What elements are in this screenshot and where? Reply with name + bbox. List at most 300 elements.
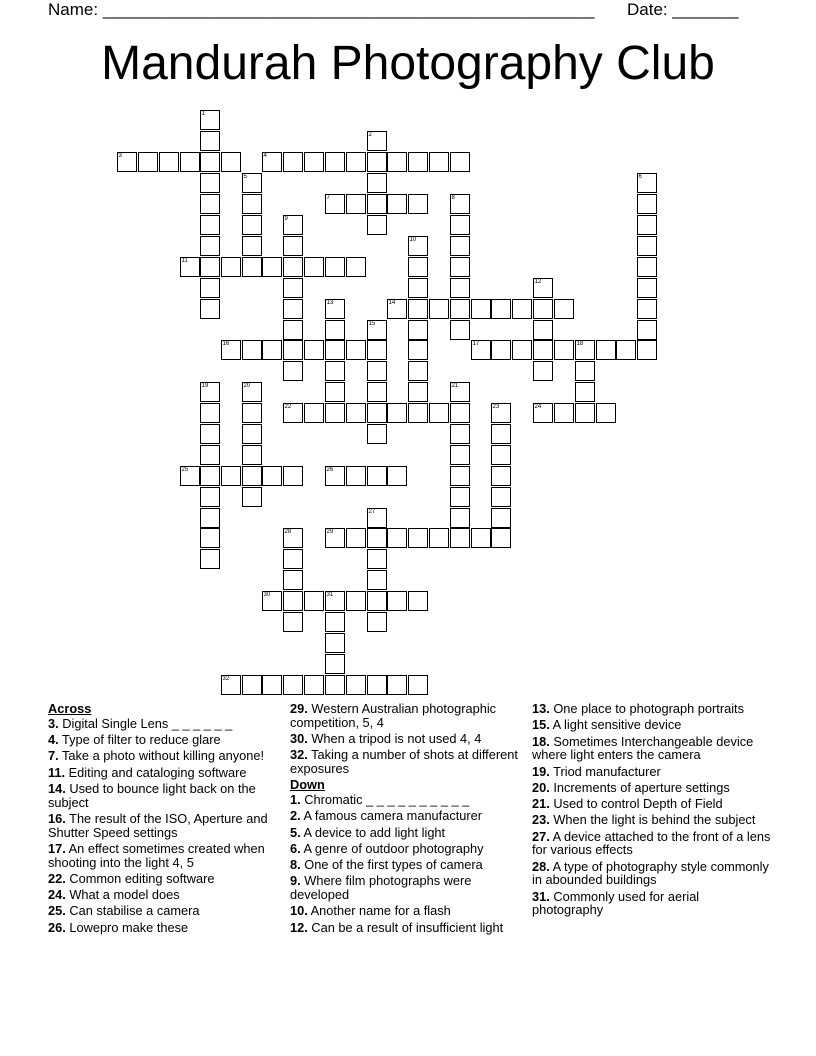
grid-cell[interactable] xyxy=(450,424,470,444)
clue-number: 22. xyxy=(48,870,66,886)
clue-number: 25 xyxy=(181,466,189,473)
grid-cell[interactable] xyxy=(346,152,366,172)
grid-cell[interactable] xyxy=(346,528,366,548)
grid-cell[interactable] xyxy=(283,340,303,360)
clue-text: The result of the ISO, Aperture and Shutter Speed settings xyxy=(48,810,268,840)
grid-cell[interactable] xyxy=(575,340,595,360)
grid-cell[interactable] xyxy=(325,466,345,486)
clue-number: 14 xyxy=(388,299,396,306)
grid-cell[interactable] xyxy=(637,320,657,340)
grid-cell[interactable] xyxy=(200,110,220,130)
grid-cell[interactable] xyxy=(200,549,220,569)
clue-text: Another name for a flash xyxy=(307,903,451,919)
grid-cell[interactable] xyxy=(325,194,345,214)
clue-text: What a model does xyxy=(65,887,180,903)
grid-cell[interactable] xyxy=(346,403,366,423)
grid-cell[interactable] xyxy=(283,236,303,256)
clue-number: 13. xyxy=(532,701,550,716)
grid-cell[interactable] xyxy=(408,299,428,319)
clue-text: A genre of outdoor photography xyxy=(300,840,484,856)
grid-cell[interactable] xyxy=(200,215,220,235)
grid-cell[interactable] xyxy=(283,320,303,340)
clue-item xyxy=(290,826,520,840)
clue-number: 4. xyxy=(48,732,59,747)
grid-cell[interactable] xyxy=(221,675,241,695)
clue-column-2 xyxy=(290,702,520,937)
clue-item xyxy=(532,702,772,716)
grid-cell[interactable] xyxy=(491,508,511,528)
grid-cell[interactable] xyxy=(367,382,387,402)
grid-cell[interactable] xyxy=(637,340,657,360)
grid-cell[interactable] xyxy=(450,466,470,486)
grid-cell[interactable] xyxy=(367,131,387,151)
grid-cell[interactable] xyxy=(242,382,262,402)
grid-cell[interactable] xyxy=(387,194,407,214)
grid-cell[interactable] xyxy=(200,528,220,548)
clue-number: 31. xyxy=(532,888,550,904)
grid-cell[interactable] xyxy=(450,257,470,277)
grid-cell[interactable] xyxy=(367,215,387,235)
clue-number: 9 xyxy=(284,215,288,222)
clue-number: 1 xyxy=(201,110,205,117)
grid-cell[interactable] xyxy=(554,299,574,319)
grid-cell[interactable] xyxy=(533,320,553,340)
grid-cell[interactable] xyxy=(200,278,220,298)
grid-cell[interactable] xyxy=(200,194,220,214)
grid-cell[interactable] xyxy=(262,591,282,611)
grid-cell[interactable] xyxy=(408,257,428,277)
clue-number: 10. xyxy=(290,903,308,919)
grid-cell[interactable] xyxy=(637,299,657,319)
grid-cell[interactable] xyxy=(367,173,387,193)
grid-cell[interactable] xyxy=(117,152,137,172)
clue-item xyxy=(290,921,520,935)
grid-cell[interactable] xyxy=(283,675,303,695)
grid-cell[interactable] xyxy=(533,361,553,381)
grid-cell[interactable] xyxy=(450,299,470,319)
clue-number: 1. xyxy=(290,792,301,807)
clue-number: 24. xyxy=(48,887,66,903)
clue-number: 23. xyxy=(532,812,550,828)
grid-cell[interactable] xyxy=(387,466,407,486)
clue-number: 15. xyxy=(532,717,550,733)
clue-item xyxy=(48,766,273,780)
grid-cell[interactable] xyxy=(367,675,387,695)
grid-cell[interactable] xyxy=(180,257,200,277)
grid-cell[interactable] xyxy=(408,361,428,381)
clue-number: 26 xyxy=(326,466,334,473)
grid-cell[interactable] xyxy=(283,152,303,172)
clue-item xyxy=(48,749,273,763)
grid-cell[interactable] xyxy=(512,299,532,319)
clue-text: Triod manufacturer xyxy=(549,763,661,779)
grid-cell[interactable] xyxy=(325,675,345,695)
grid-cell[interactable] xyxy=(637,236,657,256)
clue-number: 11 xyxy=(181,257,188,264)
clue-number: 7 xyxy=(326,194,330,201)
grid-cell[interactable] xyxy=(283,403,303,423)
clue-text: A light sensitive device xyxy=(549,717,682,733)
grid-cell[interactable] xyxy=(304,591,324,611)
grid-cell[interactable] xyxy=(408,675,428,695)
grid-cell[interactable] xyxy=(367,424,387,444)
clue-number: 22 xyxy=(284,403,292,410)
grid-cell[interactable] xyxy=(367,570,387,590)
grid-cell[interactable] xyxy=(138,152,158,172)
grid-cell[interactable] xyxy=(325,612,345,632)
grid-cell[interactable] xyxy=(450,403,470,423)
grid-cell[interactable] xyxy=(242,403,262,423)
grid-cell[interactable] xyxy=(242,445,262,465)
grid-cell[interactable] xyxy=(221,257,241,277)
grid-cell[interactable] xyxy=(325,633,345,653)
grid-cell[interactable] xyxy=(180,152,200,172)
grid-cell[interactable] xyxy=(616,340,636,360)
grid-cell[interactable] xyxy=(325,654,345,674)
grid-cell[interactable] xyxy=(367,612,387,632)
grid-cell[interactable] xyxy=(491,403,511,423)
clue-text: A device to add light light xyxy=(300,824,446,840)
grid-cell[interactable] xyxy=(533,278,553,298)
grid-cell[interactable] xyxy=(491,528,511,548)
grid-cell[interactable] xyxy=(346,194,366,214)
grid-cell[interactable] xyxy=(262,257,282,277)
grid-cell[interactable] xyxy=(408,528,428,548)
grid-cell[interactable] xyxy=(471,340,491,360)
clue-number: 16. xyxy=(48,810,66,826)
grid-cell[interactable] xyxy=(200,131,220,151)
clue-number: 13 xyxy=(326,299,334,306)
clue-number: 18 xyxy=(576,340,584,347)
clue-item xyxy=(290,874,520,901)
clue-text: Commonly used for aerial photography xyxy=(532,888,700,918)
grid-cell[interactable] xyxy=(180,466,200,486)
grid-cell[interactable] xyxy=(596,340,616,360)
clue-text: A famous camera manufacturer xyxy=(300,808,483,824)
clue-text: When a tripod is not used 4, 4 xyxy=(307,731,482,746)
grid-cell[interactable] xyxy=(262,340,282,360)
clue-number: 8 xyxy=(451,194,455,201)
clue-number: 27 xyxy=(368,508,376,515)
grid-cell[interactable] xyxy=(408,236,428,256)
grid-cell[interactable] xyxy=(159,152,179,172)
grid-cell[interactable] xyxy=(408,152,428,172)
grid-cell[interactable] xyxy=(533,340,553,360)
grid-cell[interactable] xyxy=(200,382,220,402)
grid-cell[interactable] xyxy=(221,466,241,486)
grid-cell[interactable] xyxy=(200,466,220,486)
grid-cell[interactable] xyxy=(387,299,407,319)
clue-item xyxy=(532,718,772,732)
clue-text: One of the first types of camera xyxy=(300,857,483,873)
clue-number: 12 xyxy=(534,278,542,285)
grid-cell[interactable] xyxy=(242,340,262,360)
grid-cell[interactable] xyxy=(450,215,470,235)
grid-cell[interactable] xyxy=(429,528,449,548)
grid-cell[interactable] xyxy=(471,299,491,319)
clue-item xyxy=(532,735,772,762)
grid-cell[interactable] xyxy=(325,403,345,423)
clue-item xyxy=(532,765,772,779)
grid-cell[interactable] xyxy=(554,340,574,360)
clue-number: 21. xyxy=(532,796,550,812)
grid-cell[interactable] xyxy=(325,361,345,381)
grid-cell[interactable] xyxy=(325,340,345,360)
grid-cell[interactable] xyxy=(304,340,324,360)
clue-column-1 xyxy=(48,702,273,937)
clue-item xyxy=(48,904,273,918)
grid-cell[interactable] xyxy=(283,361,303,381)
clue-number: 20 xyxy=(243,382,251,389)
clue-text: Lowepro make these xyxy=(65,919,189,935)
grid-cell[interactable] xyxy=(262,466,282,486)
clue-number: 17. xyxy=(48,840,66,856)
clue-number: 5 xyxy=(243,173,247,180)
clue-number: 11. xyxy=(48,764,66,780)
clue-item xyxy=(48,921,273,935)
section-heading: Down xyxy=(290,777,325,793)
grid-cell[interactable] xyxy=(242,424,262,444)
grid-cell[interactable] xyxy=(325,591,345,611)
clue-text: Digital Single Lens _ _ _ _ _ _ xyxy=(58,715,233,731)
clue-text: Used to bounce light back on the subject xyxy=(48,780,256,810)
clue-number: 26. xyxy=(48,919,66,935)
grid-cell[interactable] xyxy=(575,382,595,402)
grid-cell[interactable] xyxy=(408,403,428,423)
grid-cell[interactable] xyxy=(387,528,407,548)
grid-cell[interactable] xyxy=(283,528,303,548)
clue-text: When the light is behind the subject xyxy=(549,812,756,828)
grid-cell[interactable] xyxy=(450,487,470,507)
grid-cell[interactable] xyxy=(304,675,324,695)
grid-cell[interactable] xyxy=(262,675,282,695)
grid-cell[interactable] xyxy=(304,257,324,277)
clue-text: Chromatic _ _ _ _ _ _ _ _ _ _ xyxy=(300,792,470,807)
clue-item xyxy=(290,793,520,807)
grid-cell[interactable] xyxy=(387,152,407,172)
grid-cell[interactable] xyxy=(408,340,428,360)
grid-cell[interactable] xyxy=(367,152,387,172)
clue-number: 23 xyxy=(492,403,500,410)
clue-text: Increments of aperture settings xyxy=(549,779,730,795)
clue-number: 27. xyxy=(532,828,550,844)
grid-cell[interactable] xyxy=(304,403,324,423)
grid-cell[interactable] xyxy=(367,361,387,381)
grid-cell[interactable] xyxy=(200,236,220,256)
grid-cell[interactable] xyxy=(450,278,470,298)
clue-text: An effect sometimes created when shooting into the light 4, 5 xyxy=(48,840,265,870)
grid-cell[interactable] xyxy=(242,215,262,235)
grid-cell[interactable] xyxy=(491,340,511,360)
clue-item xyxy=(290,809,520,823)
grid-cell[interactable] xyxy=(325,382,345,402)
grid-cell[interactable] xyxy=(200,508,220,528)
grid-cell[interactable] xyxy=(346,466,366,486)
clue-item xyxy=(48,717,273,731)
grid-cell[interactable] xyxy=(408,320,428,340)
grid-cell[interactable] xyxy=(304,152,324,172)
grid-cell[interactable] xyxy=(200,152,220,172)
grid-cell[interactable] xyxy=(200,424,220,444)
grid-cell[interactable] xyxy=(221,340,241,360)
grid-cell[interactable] xyxy=(325,257,345,277)
grid-cell[interactable] xyxy=(325,320,345,340)
clue-text: Where film photographs were developed xyxy=(290,873,472,903)
grid-cell[interactable] xyxy=(450,528,470,548)
grid-cell[interactable] xyxy=(637,173,657,193)
grid-cell[interactable] xyxy=(637,278,657,298)
grid-cell[interactable] xyxy=(367,194,387,214)
grid-cell[interactable] xyxy=(637,215,657,235)
grid-cell[interactable] xyxy=(283,591,303,611)
grid-cell[interactable] xyxy=(637,194,657,214)
clue-item xyxy=(48,812,273,839)
grid-cell[interactable] xyxy=(450,236,470,256)
grid-cell[interactable] xyxy=(450,508,470,528)
clue-item xyxy=(48,888,273,902)
grid-cell[interactable] xyxy=(200,403,220,423)
grid-cell[interactable] xyxy=(471,528,491,548)
grid-cell[interactable] xyxy=(637,257,657,277)
name-field-label: Name: ____________________________________________________ xyxy=(48,0,595,19)
clue-number: 28 xyxy=(284,528,292,535)
grid-cell[interactable] xyxy=(429,152,449,172)
grid-cell[interactable] xyxy=(346,340,366,360)
grid-cell[interactable] xyxy=(283,466,303,486)
clue-number: 10 xyxy=(409,236,417,243)
grid-cell[interactable] xyxy=(367,591,387,611)
clue-number: 14. xyxy=(48,780,66,796)
clue-number: 8. xyxy=(290,857,301,873)
grid-cell[interactable] xyxy=(491,445,511,465)
grid-cell[interactable] xyxy=(533,299,553,319)
clue-number: 3. xyxy=(48,715,59,731)
grid-cell[interactable] xyxy=(346,675,366,695)
grid-cell[interactable] xyxy=(554,403,574,423)
clue-number: 12. xyxy=(290,919,308,935)
grid-cell[interactable] xyxy=(491,424,511,444)
clue-text: Editing and cataloging software xyxy=(65,764,247,780)
clue-item xyxy=(48,782,273,809)
section-heading: Across xyxy=(48,701,92,716)
clue-number: 4 xyxy=(263,152,267,159)
grid-cell[interactable] xyxy=(283,215,303,235)
clue-number: 7. xyxy=(48,748,59,764)
grid-cell[interactable] xyxy=(283,257,303,277)
grid-cell[interactable] xyxy=(242,194,262,214)
grid-cell[interactable] xyxy=(283,612,303,632)
grid-cell[interactable] xyxy=(283,278,303,298)
clue-text: Taking a number of shots at different exposures xyxy=(290,747,518,776)
grid-cell[interactable] xyxy=(283,570,303,590)
grid-cell[interactable] xyxy=(367,340,387,360)
grid-cell[interactable] xyxy=(387,403,407,423)
grid-cell[interactable] xyxy=(450,194,470,214)
grid-cell[interactable] xyxy=(387,591,407,611)
grid-cell[interactable] xyxy=(408,382,428,402)
grid-cell[interactable] xyxy=(262,152,282,172)
grid-cell[interactable] xyxy=(200,299,220,319)
grid-cell[interactable] xyxy=(429,299,449,319)
clue-text: Take a photo without killing anyone! xyxy=(58,748,265,764)
grid-cell[interactable] xyxy=(450,382,470,402)
grid-cell[interactable] xyxy=(450,445,470,465)
grid-cell[interactable] xyxy=(450,152,470,172)
grid-cell[interactable] xyxy=(491,466,511,486)
clue-item xyxy=(48,842,273,869)
grid-cell[interactable] xyxy=(408,278,428,298)
clue-item xyxy=(290,858,520,872)
grid-cell[interactable] xyxy=(575,403,595,423)
clue-number: 2. xyxy=(290,808,301,824)
grid-cell[interactable] xyxy=(325,152,345,172)
grid-cell[interactable] xyxy=(533,403,553,423)
grid-cell[interactable] xyxy=(408,591,428,611)
grid-cell[interactable] xyxy=(367,466,387,486)
grid-cell[interactable] xyxy=(200,257,220,277)
clue-item xyxy=(532,781,772,795)
grid-cell[interactable] xyxy=(242,257,262,277)
grid-cell[interactable] xyxy=(367,549,387,569)
clue-number: 32 xyxy=(222,675,230,682)
clue-text: Common editing software xyxy=(65,870,215,886)
grid-cell[interactable] xyxy=(221,152,241,172)
grid-cell[interactable] xyxy=(242,675,262,695)
grid-cell[interactable] xyxy=(575,361,595,381)
grid-cell[interactable] xyxy=(596,403,616,423)
grid-cell[interactable] xyxy=(200,445,220,465)
clue-item xyxy=(532,890,772,917)
grid-cell[interactable] xyxy=(325,528,345,548)
grid-cell[interactable] xyxy=(512,340,532,360)
grid-cell[interactable] xyxy=(242,487,262,507)
grid-cell[interactable] xyxy=(200,487,220,507)
grid-cell[interactable] xyxy=(367,320,387,340)
grid-cell[interactable] xyxy=(491,487,511,507)
clue-number: 24 xyxy=(534,403,542,410)
clue-text: Type of filter to reduce glare xyxy=(58,732,221,747)
grid-cell[interactable] xyxy=(242,236,262,256)
grid-cell[interactable] xyxy=(325,299,345,319)
grid-cell[interactable] xyxy=(346,591,366,611)
clue-text: Can be a result of insufficient light xyxy=(307,919,504,935)
grid-cell[interactable] xyxy=(346,257,366,277)
grid-cell[interactable] xyxy=(387,675,407,695)
grid-cell[interactable] xyxy=(242,466,262,486)
clue-number: 17 xyxy=(472,340,480,347)
grid-cell[interactable] xyxy=(367,528,387,548)
clue-text: A device attached to the front of a lens for various effects xyxy=(532,828,771,858)
clue-item xyxy=(532,830,772,857)
grid-cell[interactable] xyxy=(367,403,387,423)
clue-number: 5. xyxy=(290,824,301,840)
grid-cell[interactable] xyxy=(242,173,262,193)
grid-cell[interactable] xyxy=(200,173,220,193)
clue-text: Sometimes Interchangeable device where light enters the camera xyxy=(532,733,754,763)
grid-cell[interactable] xyxy=(367,508,387,528)
clue-number: 32. xyxy=(290,747,308,763)
grid-cell[interactable] xyxy=(429,403,449,423)
clue-number: 30 xyxy=(263,591,271,598)
grid-cell[interactable] xyxy=(408,194,428,214)
grid-cell[interactable] xyxy=(491,299,511,319)
grid-cell[interactable] xyxy=(283,549,303,569)
clue-number: 25. xyxy=(48,903,66,919)
clue-item xyxy=(290,748,520,775)
clue-number: 9. xyxy=(290,873,301,889)
grid-cell[interactable] xyxy=(450,320,470,340)
grid-cell[interactable] xyxy=(283,299,303,319)
